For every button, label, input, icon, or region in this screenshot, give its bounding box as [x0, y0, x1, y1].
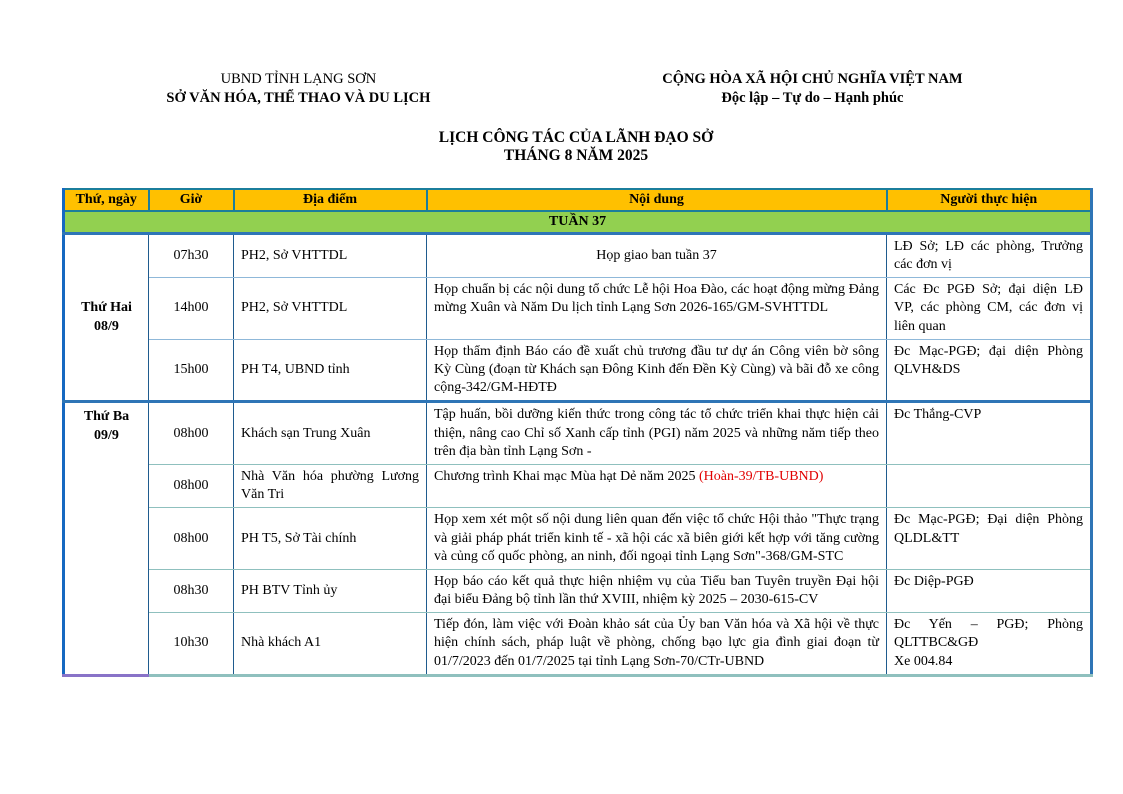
time-cell: 10h30: [149, 613, 234, 676]
column-header: Thứ, ngày: [64, 189, 149, 211]
column-header: Giờ: [149, 189, 234, 211]
person-cell: [887, 339, 1092, 402]
content-cell: Họp báo cáo kết quả thực hiện nhiệm vụ của Tiểu ban Tuyên truyền Đại hội đại biểu Đảng bộ tỉnh lần thứ XVIII, nhiệm kỳ 2025 – 2030-615-CV: [427, 569, 887, 612]
person-line: Đc Thắng-CVP: [894, 407, 982, 423]
content-cell: Họp xem xét một số nội dung liên quan đến việc tổ chức Hội thảo "Thực trạng và giải pháp phát triển kinh tế - xã hội các xã biên giới kết hợp với tăng cường và củng cố quốc phòng, an ninh, đối ngoại tỉnh Lạng Sơn"-368/GM-STC: [427, 508, 887, 570]
document-title-line1: LỊCH CÔNG TÁC CỦA LÃNH ĐẠO SỞ: [438, 129, 714, 147]
time-cell: 08h00: [149, 402, 234, 465]
person-line: Đc Mạc-PGĐ; Đại diện Phòng QLDL&TT: [894, 512, 1083, 546]
day-label-line: 08/9: [94, 318, 119, 334]
schedule-row: [64, 613, 1092, 676]
location-cell: Nhà khách A1: [234, 613, 427, 676]
national-motto: Độc lập – Tự do – Hạnh phúc: [721, 89, 904, 106]
location-cell: PH T4, UBND tỉnh: [234, 339, 427, 402]
schedule-table-body: [64, 211, 1092, 676]
person-cell: [887, 508, 1092, 570]
location-cell: PH2, Sở VHTTDL: [234, 233, 427, 277]
week-banner: TUẦN 37: [64, 211, 1092, 234]
document-header: [62, 70, 1090, 107]
column-header: Nội dung: [427, 189, 887, 211]
schedule-table: [62, 188, 1093, 677]
location-cell: Nhà Văn hóa phường Lương Văn Tri: [234, 464, 427, 507]
schedule-row: [64, 233, 1092, 277]
time-cell: 07h30: [149, 233, 234, 277]
person-cell: [887, 402, 1092, 465]
schedule-row: [64, 339, 1092, 402]
schedule-row: [64, 508, 1092, 570]
time-cell: 08h00: [149, 508, 234, 570]
schedule-row: [64, 464, 1092, 507]
time-cell: 08h00: [149, 464, 234, 507]
person-cell: [887, 464, 1092, 507]
location-cell: PH2, Sở VHTTDL: [234, 278, 427, 340]
day-label-cell: [64, 402, 149, 675]
schedule-row: [64, 569, 1092, 612]
person-cell: [887, 613, 1092, 676]
document-title: [62, 129, 1090, 165]
person-line: Xe 004.84: [894, 653, 953, 669]
column-header-row: [64, 189, 1092, 211]
location-cell: Khách sạn Trung Xuân: [234, 402, 427, 465]
national-title: CỘNG HÒA XÃ HỘI CHỦ NGHĨA VIỆT NAM: [662, 71, 963, 87]
content-cell: Họp thẩm định Báo cáo đề xuất chủ trương đầu tư dự án Công viên bờ sông Kỳ Cùng (đoạn từ Khách sạn Đông Kinh đến Đền Kỳ Cùng) và bãi đỗ xe công cộng-342/GM-HĐTĐ: [427, 339, 887, 402]
org-department-name: SỞ VĂN HÓA, THỂ THAO VÀ DU LỊCH: [166, 89, 431, 106]
national-motto-block: [535, 70, 1090, 107]
location-cell: PH T5, Sở Tài chính: [234, 508, 427, 570]
time-cell: 08h30: [149, 569, 234, 612]
content-red-note: (Hoàn-39/TB-UBND): [699, 468, 824, 484]
document-title-line2: THÁNG 8 NĂM 2025: [503, 146, 649, 164]
content-cell: Họp chuẩn bị các nội dung tổ chức Lễ hội Hoa Đào, các hoạt động mừng Đảng mừng Xuân và Năm Du lịch tỉnh Lạng Sơn 2026-165/GM-SVHTTDL: [427, 278, 887, 340]
person-line: Đc Diệp-PGĐ: [894, 573, 974, 589]
person-line: Đc Mạc-PGĐ; đại diện Phòng QLVH&DS: [894, 343, 1083, 378]
time-cell: 14h00: [149, 278, 234, 340]
person-line: Các Đc PGĐ Sở; đại diện LĐ VP, các phòng CM, các đơn vị liên quan: [894, 282, 1083, 334]
schedule-row: [64, 278, 1092, 340]
content-cell: Chương trình Khai mạc Mùa hạt Dẻ năm 2025 (Hoàn-39/TB-UBND): [427, 464, 887, 507]
content-cell: Tập huấn, bồi dưỡng kiến thức trong công tác tổ chức triển khai thực hiện cải thiện, nâng cao Chỉ số Xanh cấp tỉnh (PGI) năm 2025 và những năm tiếp theo trên địa bàn tỉnh Lạng Sơn -: [427, 402, 887, 465]
day-label-line: Thứ Hai: [81, 300, 132, 316]
person-line: Đc Yến – PGĐ; Phòng QLTTBC&GĐ: [894, 617, 1083, 651]
week-banner-row: [64, 211, 1092, 234]
location-cell: PH BTV Tỉnh ủy: [234, 569, 427, 612]
org-parent-name: UBND TỈNH LẠNG SƠN: [220, 71, 377, 87]
person-cell: [887, 278, 1092, 340]
column-header: Người thực hiện: [887, 189, 1092, 211]
content-cell: Tiếp đón, làm việc với Đoàn khảo sát của Ủy ban Văn hóa và Xã hội về thực hiện chính sách, pháp luật về phòng, chống bạo lực gia đình giai đoạn từ 01/7/2023 đến 01/7/2025 tại tỉnh Lạng Sơn-70/CTr-UBND: [427, 613, 887, 676]
person-line: LĐ Sở; LĐ các phòng, Trưởng các đơn vị: [894, 238, 1083, 273]
time-cell: 15h00: [149, 339, 234, 402]
schedule-row: [64, 402, 1092, 465]
content-cell: Họp giao ban tuần 37: [427, 233, 887, 277]
day-label-line: 09/9: [94, 427, 119, 443]
person-cell: [887, 233, 1092, 277]
day-label-line: Thứ Ba: [83, 409, 130, 425]
issuing-org-block: [62, 70, 535, 107]
schedule-table-head: [64, 189, 1092, 211]
person-cell: [887, 569, 1092, 612]
column-header: Địa điểm: [234, 189, 427, 211]
day-label-cell: [64, 233, 149, 402]
